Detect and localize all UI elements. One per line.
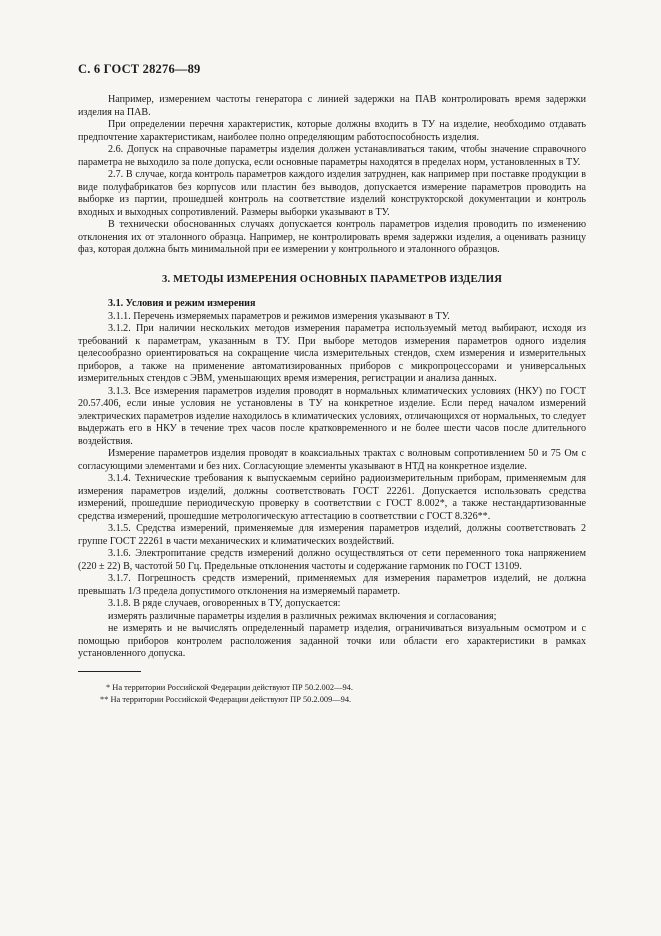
paragraph: 3.1.7. Погрешность средств измерений, применяемых для измерения параметров изделий, не должна превышать 1/3 предела допустимого отклонения на измеряемый параметр.	[78, 573, 586, 597]
paragraph: Например, измерением частоты генератора с линией задержки на ПАВ контролировать время задержки изделия на ПАВ.	[78, 94, 586, 118]
paragraph: 3.1.4. Технические требования к выпускаемым серийно радиоизмерительным приборам, применяемым для измерения параметров изделий, должны соответствовать ГОСТ 22261. Допускается использовать средства измерений, прошедшие периодическую проверку в соответствии с ГОСТ 8.002*, а также нестандартизованные средства измерений, прошедшие метрологическую аттестацию в соответствии с ГОСТ 8.326**.	[78, 473, 586, 522]
paragraph: 3.1.2. При наличии нескольких методов измерения параметра используемый метод выбирают, исходя из требований к параметрам, указанным в ТУ. При выборе методов измерения параметров одного изделия целесообразно ориентироваться на сокращение числа измерительных стендов, схем измерения и измерительных приборов, а также на применение автоматизированных приборов с микропроцессорами и универсальных измерительных стендов с ЭВМ, уменьшающих время измерения, регистрации и анализа данных.	[78, 323, 586, 384]
paragraph: не измерять и не вычислять определенный параметр изделия, ограничиваться визуальным осмотром и с помощью приборов контролем расположения заданной точки или области его характеристики в рамках установленного допуска.	[78, 623, 586, 659]
paragraph: 3.1.8. В ряде случаев, оговоренных в ТУ, допускается:	[108, 598, 341, 609]
paragraph: В технически обоснованных случаях допускается контроль параметров изделия проводить по изменению отклонения их от эталонного образца. Например, не контролировать время задержки изделия, а оценивать разницу фаз, которая должна быть минимальной при ее измерении у контрольного и эталонного образцов.	[78, 219, 586, 255]
paragraph: 2.7. В случае, когда контроль параметров каждого изделия затруднен, как например при поставке продукции в виде полуфабрикатов без корпусов или пластин без выводов, допускается измерение параметров проводить на выборке из партии, прошедшей контроль на соответствие изделий конструкторской документации и контроль входных и выходных сопротивлений. Размеры выборки указывают в ТУ.	[78, 169, 586, 218]
page-header: С. 6 ГОСТ 28276—89	[78, 62, 201, 76]
paragraph: 3.1.5. Средства измерений, применяемые для измерения параметров изделий, должны соответствовать 2 группе ГОСТ 22261 в части механических и климатических воздействий.	[78, 523, 586, 547]
document-body	[78, 94, 586, 706]
paragraph: измерять различные параметры изделия в различных режимах включения и согласования;	[108, 610, 497, 622]
subsection-title: 3.1. Условия и режим измерения	[108, 298, 256, 309]
section-title: 3. МЕТОДЫ ИЗМЕРЕНИЯ ОСНОВНЫХ ПАРАМЕТРОВ ИЗДЕЛИЯ	[161, 273, 503, 285]
footnote-divider	[78, 671, 141, 672]
paragraph: 3.1.1. Перечень измеряемых параметров и режимов измерения указывают в ТУ.	[108, 310, 450, 322]
paragraph: При определении перечня характеристик, которые должны входить в ТУ на изделие, необходимо отдавать предпочтение характеристикам, наиболее полно определяющим работоспособность изделия.	[78, 119, 586, 143]
paragraph: 3.1.6. Электропитание средств измерений должно осуществляться от сети переменного тока напряжением (220 ± 22) В, частотой 50 Гц. Предельные отклонения частоты и содержание гармоник по ГОСТ 13109.	[78, 548, 586, 572]
paragraph: 3.1.3. Все измерения параметров изделия проводят в нормальных климатических условиях (НКУ) по ГОСТ 20.57.406, если иные условия не установлены в ТУ на конкретное изделие. Если перед началом измерений электрических параметров изделие находилось в климатических условиях, отличающихся от нормальных, то следует выдержать его в НКУ в течение трех часов после кратковременного и не более шести часов после длительного воздействия.	[78, 385, 586, 447]
paragraph: Измерение параметров изделия проводят в коаксиальных трактах с волновым сопротивлением 50 и 75 Ом с согласующими элементами и без них. Согласующие элементы указывают в НТД на конкретное изделие.	[78, 448, 586, 472]
footnote: * На территории Российской Федерации действуют ПР 50.2.002—94.	[106, 682, 353, 692]
footnote: ** На территории Российской Федерации действуют ПР 50.2.009—94.	[100, 694, 352, 704]
paragraph: 2.6. Допуск на справочные параметры изделия должен устанавливаться таким, чтобы значение справочного параметра не выходило за поле допуска, если основные параметры находятся в пределах норм, установленных в ТУ.	[78, 144, 586, 168]
